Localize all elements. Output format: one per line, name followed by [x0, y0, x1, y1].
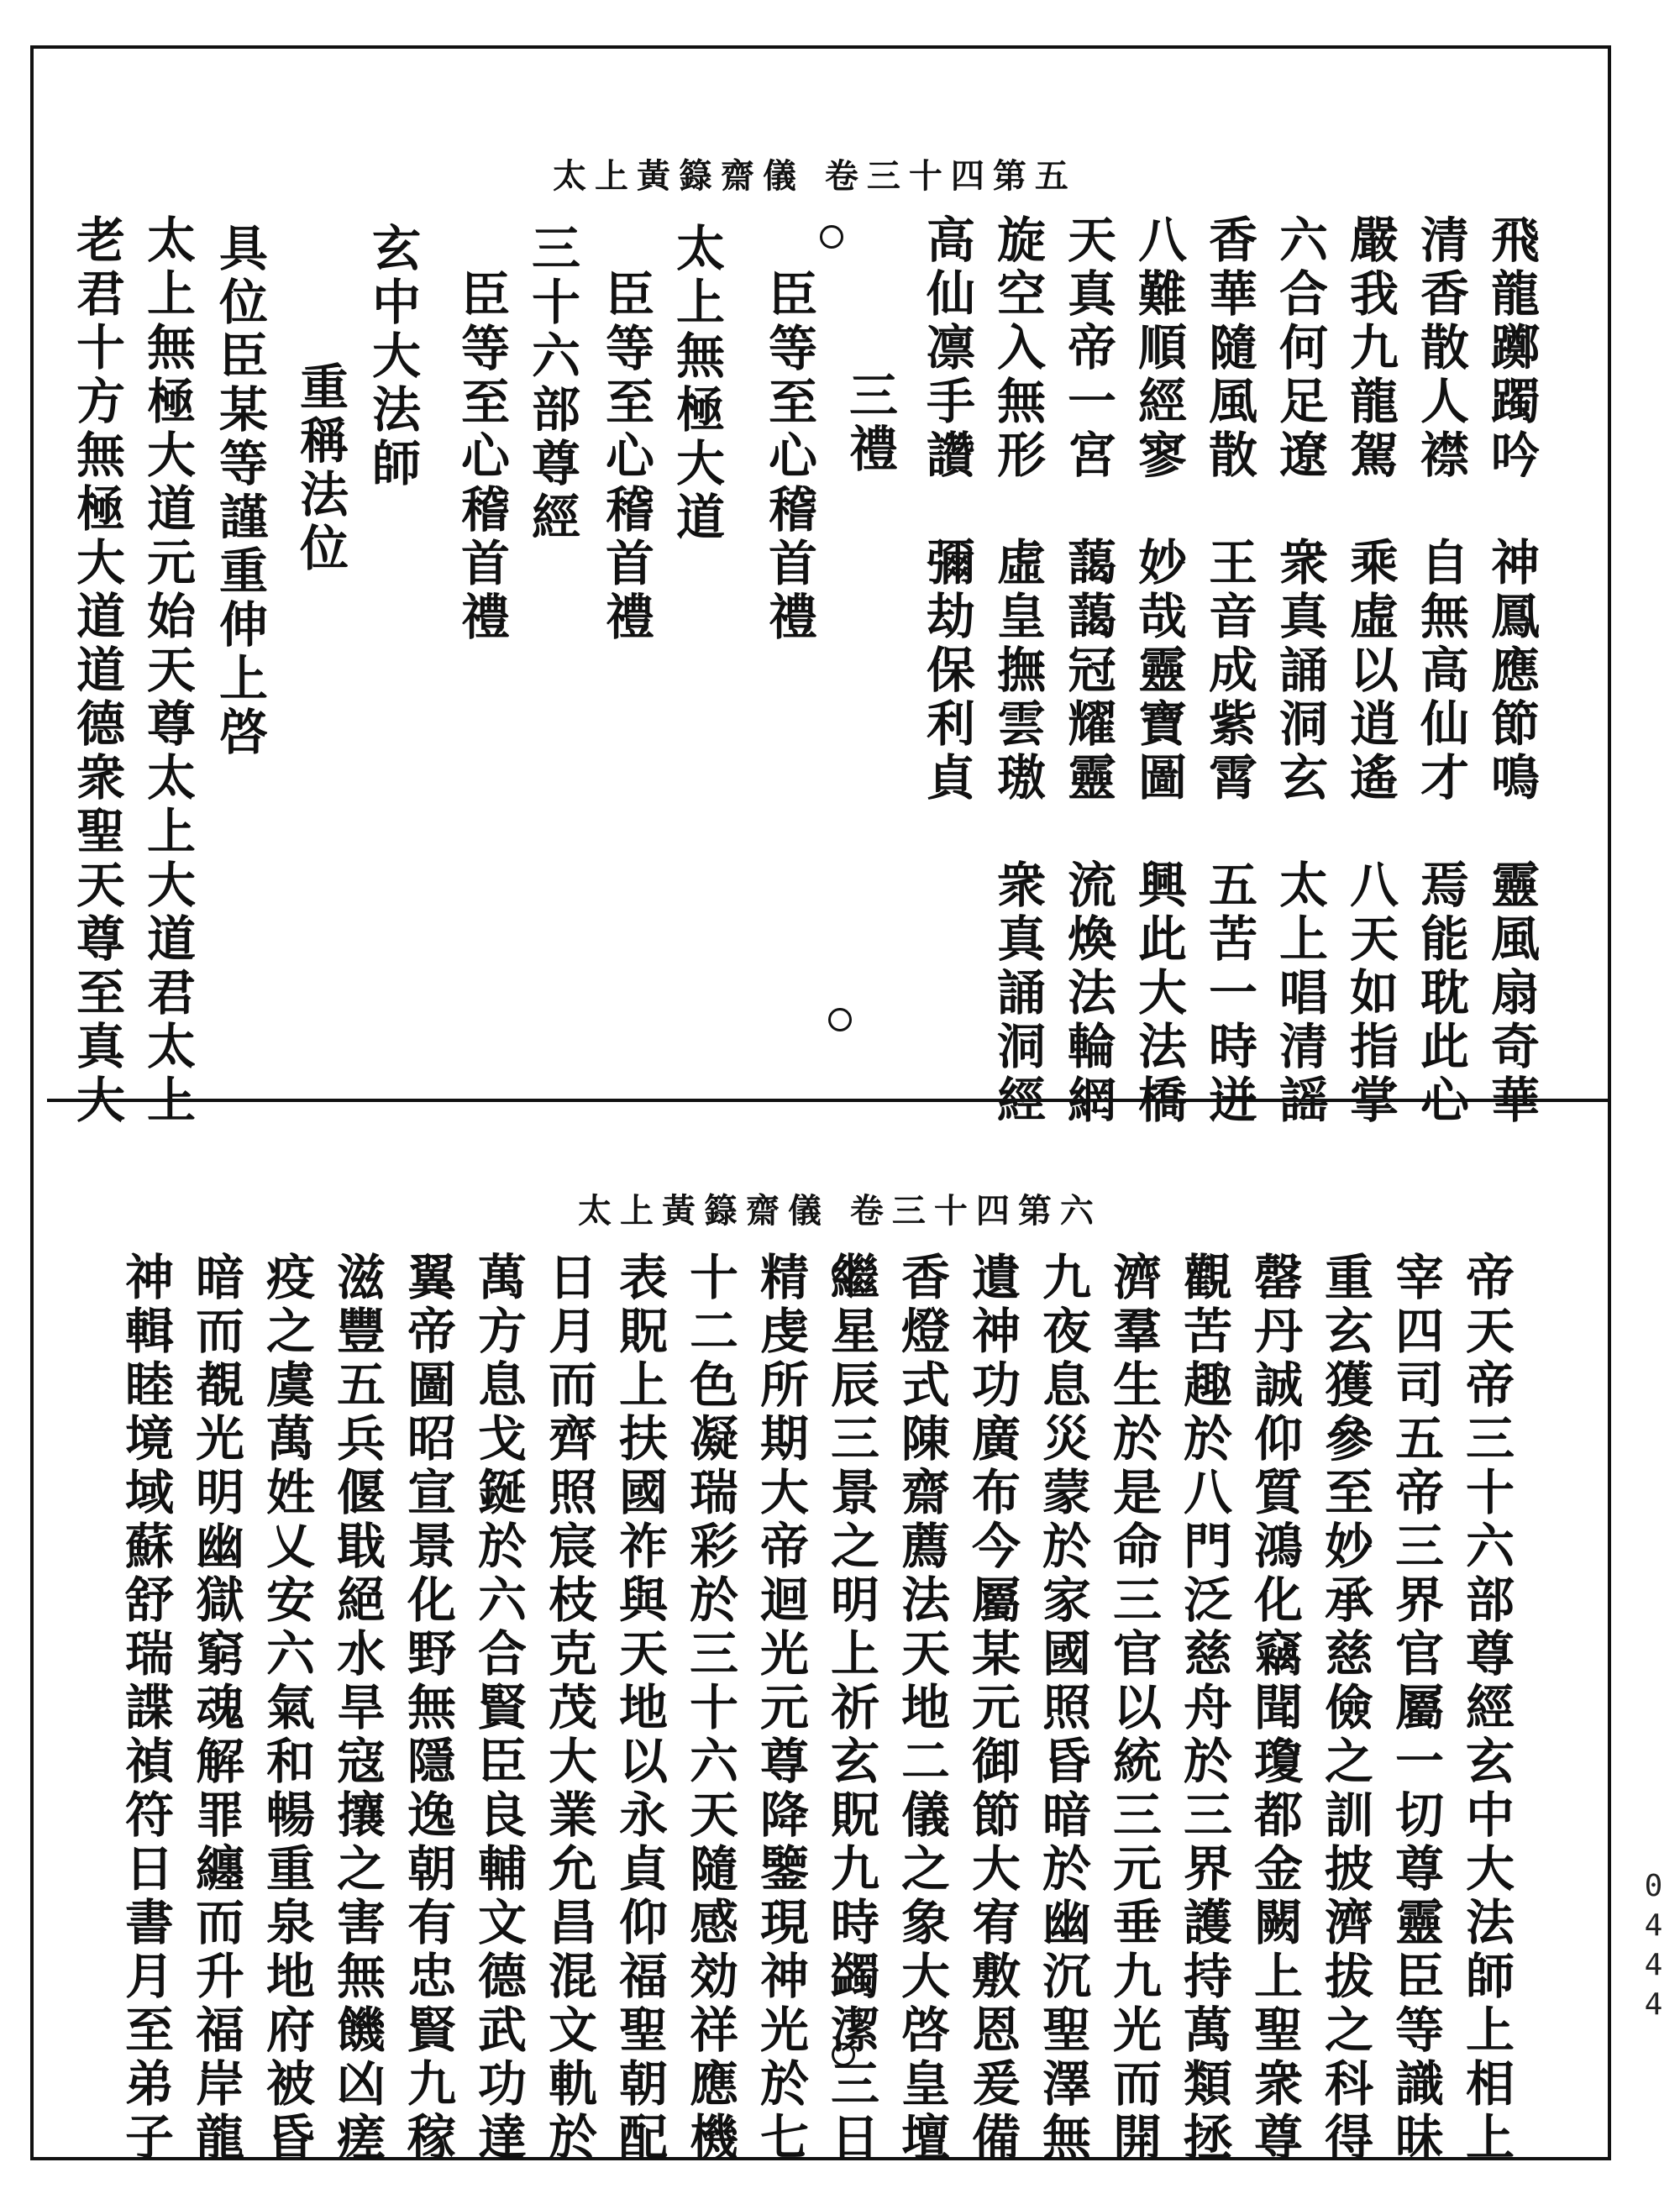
bottom-column-4: 罄丹誠仰質鴻化竊聞瓊都金闕上聖衆尊: [1246, 1252, 1303, 2165]
bottom-column-6: 濟羣生於是命三官以統三元垂九光而開: [1105, 1252, 1162, 2165]
bottom-column-5: 觀苦趣於八門泛慈舟於三界護持萬類拯: [1175, 1252, 1232, 2165]
top-column-2: 清香散人襟 自無高仙才 焉能耽此心: [1412, 214, 1469, 1128]
top-column-8: 旋空入無形 虛皇撫雲璈 衆真誦洞經: [989, 214, 1046, 1128]
bottom-column-1: 帝天帝三十六部尊經玄中大法師上相上: [1457, 1252, 1515, 2165]
bottom-column-10: 繼星辰三景之明上祈玄貺九時蠲潔三日: [822, 1252, 879, 2165]
top-column-20: 老君十方無極大道道德衆聖天尊至真大: [68, 214, 125, 1128]
bottom-column-12: 十二色凝瑞彩於三十六天隨感効祥應機: [681, 1252, 738, 2165]
bottom-column-19: 暗而覩光明幽獄窮魂解罪纏而升福岸龍: [187, 1252, 244, 2165]
top-column-4: 六合何足遼 衆真誦洞玄 太上唱清謡: [1271, 214, 1328, 1128]
page-number: 0444: [1636, 1869, 1671, 2027]
bottom-column-17: 滋豐五兵偃戢絕水旱寇攘之害無饑凶瘥: [328, 1252, 386, 2165]
bottom-column-18: 疫之虞萬姓乂安六氣和暢重泉地府被昏: [258, 1252, 315, 2165]
binding-hole-mark: [820, 225, 843, 249]
top-column-12: 太上無極大道: [668, 223, 725, 545]
binding-hole-mark: [832, 1260, 855, 1283]
bottom-column-9: 香燈式陳齋薦法天地二儀之象大啓皇壇: [893, 1252, 950, 2165]
top-column-7: 天真帝一宮 藹藹冠耀靈 流煥法輪網: [1059, 214, 1116, 1128]
top-column-10: 三禮: [841, 370, 898, 477]
top-column-9: 高仙凛手讚 彌劫保利貞: [918, 214, 975, 806]
bottom-column-7: 九夜息災蒙於家國照昏暗於幽沉聖澤無: [1034, 1252, 1091, 2165]
bottom-column-16: 翼帝圖昭宣景化野無隱逸朝有忠賢九稼: [399, 1252, 456, 2165]
bottom-column-11: 精虔所期大帝迴光元尊降鑒現神光於七: [752, 1252, 809, 2165]
top-column-14: 三十六部尊經: [523, 223, 580, 545]
bottom-column-8: 遺神功廣布今屬某元御節大宥敷恩爰備: [963, 1252, 1021, 2165]
top-column-16: 玄中大法師: [364, 223, 421, 491]
top-column-11: 臣等至心稽首禮: [760, 269, 817, 645]
top-column-1: 飛龍躑躅吟 神鳳應節鳴 靈風扇奇華: [1483, 214, 1540, 1128]
bottom-column-13: 表貺上扶國祚與天地以永貞仰福聖朝配: [611, 1252, 668, 2165]
top-column-6: 八難順經寥 妙哉靈寶圖 興此大法橋: [1130, 214, 1187, 1128]
binding-hole-mark: [832, 2043, 855, 2066]
bottom-column-20: 神輯睦境域蘇舒瑞諜禎符日書月至弟子: [117, 1252, 174, 2165]
bottom-page-header: 太上黃籙齋儀 卷三十四第六: [578, 1191, 1102, 1231]
bottom-column-3: 重玄獲參至妙承慈儉之訓披濟拔之科得: [1316, 1252, 1373, 2165]
top-column-18: 具位臣某等謹重伸上啓: [211, 223, 268, 760]
binding-hole-mark: [828, 1008, 852, 1031]
top-column-17: 重稱法位: [291, 361, 349, 576]
top-column-3: 嚴我九龍駕 乘虛以逍遙 八天如指掌: [1341, 214, 1399, 1128]
top-column-13: 臣等至心稽首禮: [597, 269, 654, 645]
top-page-header: 太上黃籙齋儀 卷三十四第五: [553, 156, 1077, 196]
bottom-column-15: 萬方息戈鋋於六合賢臣良輔文德武功達: [470, 1252, 527, 2165]
top-column-15: 臣等至心稽首禮: [453, 269, 510, 645]
bottom-column-2: 宰四司五帝三界官屬一切尊靈臣等識昧: [1387, 1252, 1444, 2165]
top-column-19: 太上無極大道元始天尊太上大道君太上: [139, 214, 196, 1128]
top-column-5: 香華隨風散 王音成紫霄 五苦一時迸: [1200, 214, 1257, 1128]
bottom-column-14: 日月而齊照宸枝克茂大業允昌混文軌於: [540, 1252, 597, 2165]
